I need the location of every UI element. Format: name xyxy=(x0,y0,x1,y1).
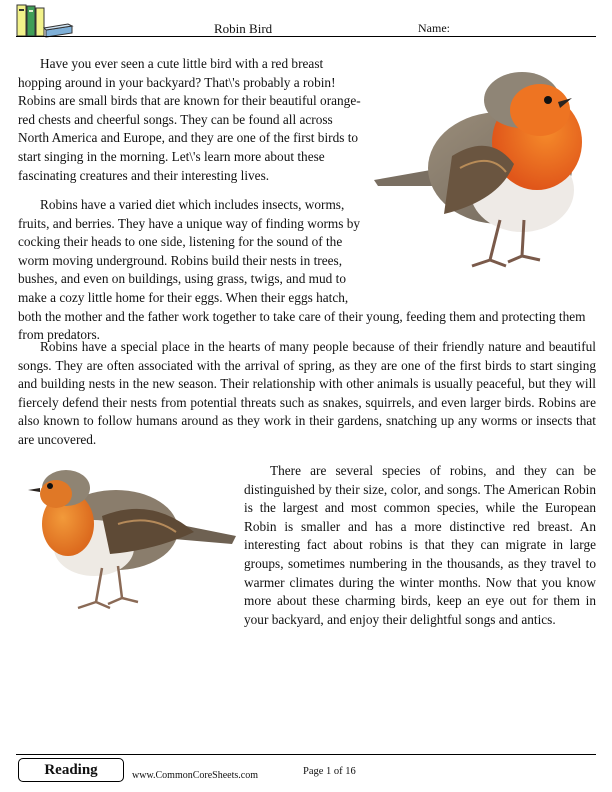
page-title: Robin Bird xyxy=(214,21,273,36)
books-logo-icon xyxy=(16,4,74,38)
subject-badge: Reading xyxy=(18,758,124,782)
paragraph-relationships: Robins have a special place in the hearts of many people because of their friendly nature and beautiful songs. They are often associated with the arrival of spring, as they are one of the first birds to start singing and building nests in the new season. Their relationship with other animals is usually peaceful, but they will fiercely defend their nests from potential threats such as snakes, squirrels, and even larger birds. Robins are also known to follow humans around as they work in their gardens, snatching up any worms or insects that are uncovered. xyxy=(18,339,596,447)
paragraph-diet-nests xyxy=(18,196,596,345)
page-number: Page 1 of 16 xyxy=(303,766,356,777)
image-spacer xyxy=(364,196,596,298)
paragraph-species: There are several species of robins, and they can be distinguished by their size, color, and songs. The American Robin is the largest and most common species, while the European Robin is smaller and has a more distinctive red breast. An interesting fact about robins is that they can migrate in large groups, sometimes numbering in the thousands, as they travel to warmer climates during the winter months. Now that you know more about these charming birds, keep an eye out for them in your backyard, and enjoy their delightful songs and antics. xyxy=(244,463,596,627)
robin-photo-left xyxy=(26,462,238,618)
name-field-label: Name: xyxy=(418,21,450,35)
site-url: www.CommonCoreSheets.com xyxy=(132,770,259,781)
page-header xyxy=(0,0,612,40)
paragraph-intro: Have you ever seen a cute little bird with a red breast hopping around in your backyard? That\'s probably a robin! Robins are small birds that are known for their beautiful orange-red chests and cheerful songs. They can be found all across North America and Europe, and they are one of the first birds to start singing in the morning. Let\'s learn more about these fascinating creatures and their interesting lives. xyxy=(18,56,361,183)
paragraph-diet-nests-text: Robins have a varied diet which includes insects, worms, fruits, and berries. They have a unique way of finding worms by cocking their heads to one side, listening for the sound of the worm moving underground. Robins build their nests in trees, bushes, and even on buildings, using grass, twigs, and mud to make a cozy little home for their eggs. When their eggs hatch, both the mother and the father work together to take care of their young, feeding them and protecting them from predators. xyxy=(18,197,586,343)
footer-divider xyxy=(16,754,596,755)
header-divider xyxy=(16,36,596,37)
